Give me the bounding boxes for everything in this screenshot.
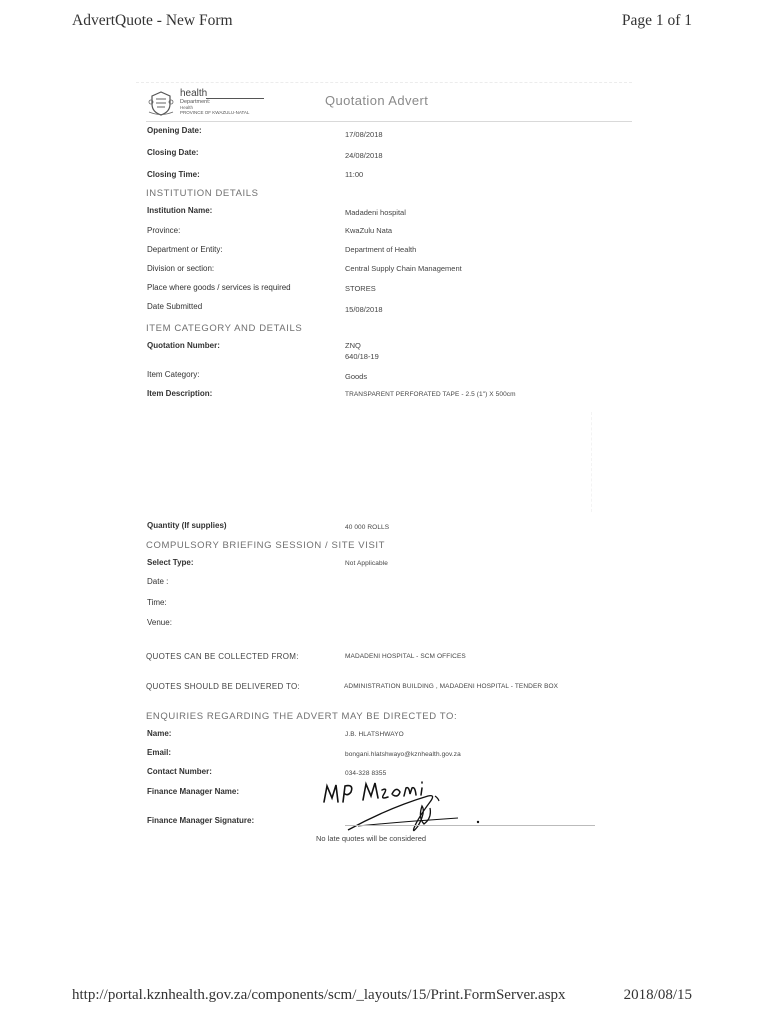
quantity-value: 40 000 ROLLS: [345, 524, 390, 531]
late-quotes-note: No late quotes will be considered: [316, 834, 427, 843]
contact-number-label: Contact Number:: [147, 767, 212, 776]
print-header-page: Page 1 of 1: [621, 12, 692, 29]
institution-name-label: Institution Name:: [147, 206, 213, 215]
briefing-heading: COMPULSORY BRIEFING SESSION / SITE VISIT: [146, 540, 386, 551]
date-submitted-value: 15/08/2018: [345, 305, 383, 314]
item-description-value: TRANSPARENT PERFORATED TAPE - 2.5 (1") X 500cm: [345, 391, 516, 398]
collected-from-value: MADADENI HOSPITAL - SCM OFFICES: [345, 653, 466, 660]
delivered-to-value: ADMINISTRATION BUILDING , MADADENI HOSPITAL - TENDER BOX: [344, 683, 559, 690]
opening-date-value: 17/08/2018: [345, 130, 383, 139]
coat-of-arms-icon: [148, 90, 174, 116]
signature-line: [345, 825, 595, 826]
briefing-time-label: Time:: [147, 598, 167, 607]
select-type-label: Select Type:: [147, 558, 194, 567]
delivered-to-label: QUOTES SHOULD BE DELIVERED TO:: [146, 682, 301, 691]
item-description-box: [342, 412, 592, 512]
logo-health-text: health: [180, 88, 208, 99]
place-value: STORES: [345, 284, 376, 293]
institution-name-value: Madadeni hospital: [345, 208, 406, 217]
quantity-label: Quantity (If supplies): [147, 521, 227, 530]
department-value: Department of Health: [345, 245, 417, 254]
closing-date-label: Closing Date:: [147, 148, 199, 157]
select-type-value: Not Applicable: [345, 560, 388, 567]
print-header-title: AdvertQuote - New Form: [72, 12, 233, 29]
briefing-venue-label: Venue:: [147, 618, 172, 627]
enquiries-heading: ENQUIRIES REGARDING THE ADVERT MAY BE DIRECTED TO:: [146, 711, 458, 722]
logo-underline: [206, 98, 264, 99]
place-label: Place where goods / services is required: [147, 283, 291, 292]
finance-manager-name-label: Finance Manager Name:: [147, 787, 240, 796]
date-submitted-label: Date Submitted: [147, 302, 203, 311]
closing-time-value: 11:00: [345, 170, 364, 179]
contact-number-value: 034-328 8355: [345, 770, 387, 777]
briefing-date-label: Date :: [147, 577, 169, 586]
item-category-heading: ITEM CATEGORY AND DETAILS: [146, 323, 303, 334]
closing-date-value: 24/08/2018: [345, 151, 383, 160]
item-description-label: Item Description:: [147, 389, 213, 398]
enquiry-email-label: Email:: [147, 748, 172, 757]
quotation-number-line1: ZNQ: [345, 341, 361, 350]
closing-time-label: Closing Time:: [147, 170, 200, 179]
division-value: Central Supply Chain Management: [345, 264, 462, 273]
form-title: Quotation Advert: [325, 93, 429, 108]
division-label: Division or section:: [147, 264, 215, 273]
enquiry-email-value: bongani.hlatshwayo@kznhealth.gov.za: [345, 751, 461, 758]
logo: [148, 88, 268, 120]
item-category-label: Item Category:: [147, 370, 200, 379]
enquiry-name-label: Name:: [147, 729, 172, 738]
item-category-value: Goods: [345, 372, 368, 381]
opening-date-label: Opening Date:: [147, 126, 202, 135]
quotation-number-label: Quotation Number:: [147, 341, 220, 350]
department-label: Department or Entity:: [147, 245, 223, 254]
quotation-number-line2: 640/18-19: [345, 352, 379, 361]
print-footer-url: http://portal.kznhealth.gov.za/components/scm/_layouts/15/Print.FormServer.aspx: [72, 987, 566, 1003]
province-label: Province:: [147, 226, 181, 235]
institution-details-heading: INSTITUTION DETAILS: [146, 188, 259, 199]
title-divider: [146, 121, 632, 122]
province-value: KwaZulu Nata: [345, 226, 393, 235]
collected-from-label: QUOTES CAN BE COLLECTED FROM:: [146, 652, 299, 661]
logo-department-text: Department:: [180, 99, 211, 105]
logo-province-text: PROVINCE OF KWAZULU-NATAL: [180, 110, 250, 115]
finance-manager-signature-label: Finance Manager Signature:: [147, 816, 255, 825]
enquiry-name-value: J.B. HLATSHWAYO: [345, 731, 404, 738]
print-footer-date: 2018/08/15: [623, 987, 692, 1003]
finance-manager-signature: [318, 778, 498, 836]
logo-health-sub-text: Health: [180, 105, 194, 110]
